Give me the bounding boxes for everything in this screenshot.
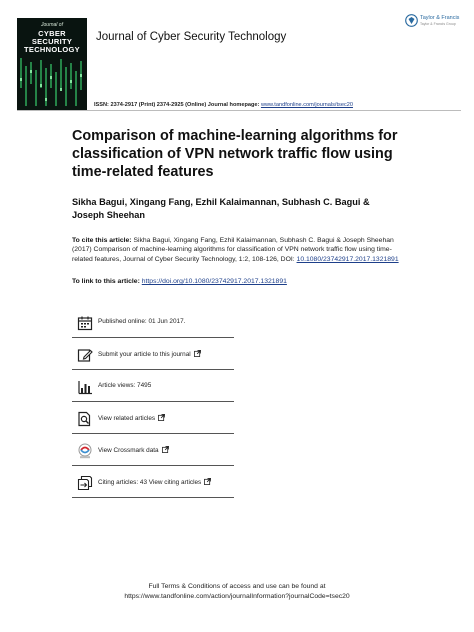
article-link-line (72, 277, 402, 286)
related-articles-item[interactable] (72, 404, 234, 434)
divider (72, 369, 234, 370)
terms-footer-text: Full Terms & Conditions of access and use can be found at (148, 583, 326, 590)
terms-footer-url[interactable]: https://www.tandfonline.com/action/journalInformation?journalCode=tsec20 (124, 592, 350, 600)
citing-articles-item[interactable] (72, 468, 234, 498)
submit-article-label: Submit your article to this journal (98, 351, 191, 358)
crossmark-item[interactable] (72, 436, 234, 466)
publisher-logo[interactable] (405, 13, 461, 33)
publisher-logo-subtitle: Taylor & Francis Group (420, 22, 456, 26)
article-title: Comparison of machine-learning algorithms for classification of VPN network traffic flow using time-related features (72, 128, 398, 180)
citation-text: Sikha Bagui, Xingang Fang, Ezhil Kalaimannan, Subhash C. Bagui & Joseph Sheehan (2017) Comparison of machine-learning algorithms for classification of VPN network traffic flow using time-related features, Journal of Cyber Security Technology, 1:2, 108-126, DOI: (72, 237, 394, 263)
submit-article-link[interactable] (98, 350, 201, 358)
submit-article-item[interactable] (72, 340, 234, 370)
crossmark-icon (77, 443, 93, 459)
search-doc-icon (77, 411, 93, 427)
journal-cover-image (17, 18, 87, 110)
citation-label: To cite this article: (72, 237, 132, 244)
published-online-text: Published online: 01 Jun 2017. (98, 318, 186, 325)
article-doi-url[interactable]: https://doi.org/10.1080/23742917.2017.1321891 (141, 278, 287, 285)
external-link-icon (194, 350, 201, 357)
external-link-icon (158, 414, 165, 421)
external-link-icon (204, 478, 211, 485)
journal-name[interactable]: Journal of Cyber Security Technology (96, 31, 287, 43)
divider (72, 433, 234, 434)
crossmark-label: View Crossmark data (98, 447, 159, 454)
cover-title-line: SECURITY (31, 37, 73, 46)
cover-title-line: CYBER (38, 29, 66, 38)
cover-title-line: TECHNOLOGY (24, 45, 80, 54)
publisher-logo-name: Taylor & Francis (420, 15, 460, 21)
divider (72, 465, 234, 466)
cover-subtitle: Journal of (41, 22, 63, 28)
calendar-icon (77, 315, 93, 331)
citation-block (72, 236, 402, 264)
published-online-item (72, 308, 234, 338)
related-articles-label: View related articles (98, 415, 156, 422)
doi-link[interactable]: 10.1080/23742917.2017.1321891 (296, 255, 399, 263)
citing-articles-label: Citing articles: 43 View citing articles (98, 479, 202, 486)
issn-line (94, 102, 353, 108)
bar-chart-icon (77, 379, 93, 395)
crossmark-link[interactable] (98, 446, 169, 454)
article-views-text: Article views: 7495 (98, 382, 152, 389)
related-articles-link[interactable] (98, 414, 165, 422)
divider (72, 401, 234, 402)
divider (72, 337, 234, 338)
header-divider (17, 110, 461, 111)
terms-footer (0, 582, 474, 601)
article-link-label: To link to this article: (72, 278, 142, 285)
article-views-item (72, 372, 234, 402)
external-link-icon (162, 446, 169, 453)
citing-articles-link[interactable] (98, 478, 211, 486)
issn-text: ISSN: 2374-2917 (Print) 2374-2925 (Online) Journal homepage: (94, 102, 261, 108)
citing-icon (77, 475, 93, 491)
publisher-logo-icon (405, 14, 418, 27)
edit-icon (77, 347, 93, 363)
journal-homepage-link[interactable]: www.tandfonline.com/journals/tsec20 (260, 102, 353, 108)
divider (72, 497, 234, 498)
article-authors: Sikha Bagui, Xingang Fang, Ezhil Kalaimannan, Subhash C. Bagui & Joseph Sheehan (72, 197, 370, 220)
